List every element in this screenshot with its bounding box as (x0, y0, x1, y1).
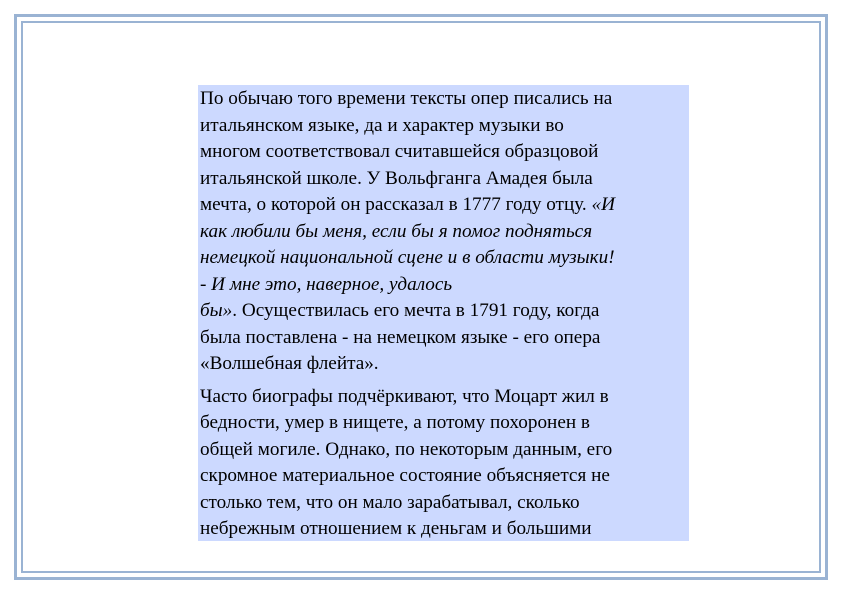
text-line (200, 272, 689, 299)
italic-quote-segment: немецкой национальной сцене и в области музыки! (200, 247, 615, 268)
text-block (198, 85, 689, 541)
text-line (200, 384, 689, 411)
text-line (200, 192, 689, 219)
text-line (200, 490, 689, 517)
text-line (200, 113, 689, 140)
italic-quote-segment: бы» (200, 300, 233, 321)
text-segment: бедности, умер в нищете, а потому похоронен в (200, 412, 590, 433)
text-segment: итальянском языке, да и характер музыки во (200, 114, 564, 136)
text-segment: общей могиле. Однако, по некоторым данным, его (200, 438, 613, 460)
text-segment: столько тем, что он мало зарабатывал, сколько (200, 491, 580, 513)
text-segment: мечта, о которой он рассказал в 1777 году отцу. (200, 194, 592, 215)
text-segment: . Осуществилась его мечта в 1791 году, когда (232, 300, 600, 321)
text-line (200, 86, 689, 113)
text-segment: «Волшебная флейта». (200, 353, 379, 374)
text-segment: итальянской школе. У Вольфганга Амадея была (200, 167, 593, 189)
italic-quote-segment: «И (591, 194, 615, 215)
text-segment: многом соответствовал считавшейся образцовой (200, 141, 599, 162)
text-line (200, 139, 689, 166)
text-segment: По обычаю того времени тексты опер писались на (200, 88, 613, 109)
text-line (200, 298, 689, 325)
italic-quote-segment: как любили бы меня, если бы я помог подняться (200, 220, 593, 242)
text-segment: Часто биографы подчёркивают, что Моцарт жил в (200, 385, 609, 407)
text-line (200, 245, 689, 272)
text-line (200, 219, 689, 246)
text-segment: была поставлена - на немецком языке - его опера (200, 326, 601, 348)
text-line (200, 516, 689, 541)
paragraph (200, 384, 689, 542)
paragraph (200, 86, 689, 378)
text-line (200, 351, 689, 378)
text-line (200, 325, 689, 352)
text-segment: скромное материальное состояние объясняется не (200, 465, 610, 486)
text-line (200, 410, 689, 437)
text-line (200, 166, 689, 193)
italic-quote-segment: - И мне это, наверное, удалось (200, 273, 453, 295)
text-segment: небрежным отношением к деньгам и большими (200, 518, 592, 539)
text-line (200, 437, 689, 464)
text-line (200, 463, 689, 490)
